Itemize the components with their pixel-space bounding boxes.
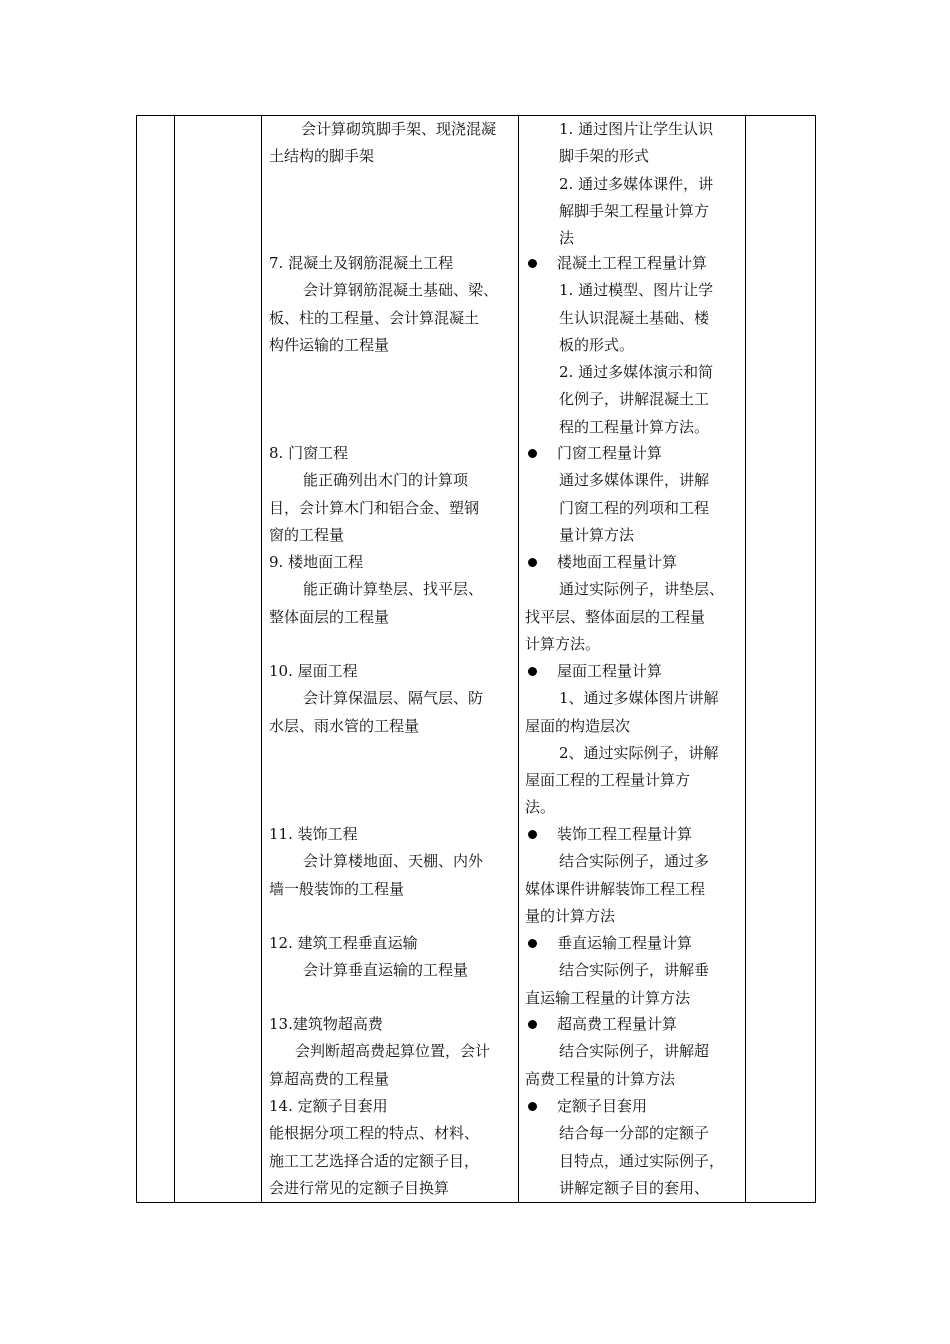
section-title: 楼地面工程量计算 xyxy=(557,553,678,571)
left-section-7: 7. 混凝土及钢筋混凝土工程 会计算钢筋混凝土基础、梁、 板、柱的工程量、会计算混凝土 构件运输的工程量 xyxy=(269,250,517,359)
left-intro: 会计算砌筑脚手架、现浇混凝 土结构的脚手架 xyxy=(269,120,497,166)
section-title: 屋面工程量计算 xyxy=(557,662,663,680)
section-title: 9. 楼地面工程 xyxy=(269,553,364,571)
section-title: 12. 建筑工程垂直运输 xyxy=(269,934,418,952)
left-section-12: 12. 建筑工程垂直运输 会计算垂直运输的工程量 xyxy=(269,930,517,985)
right-section-9: 楼地面工程量计算 通过实际例子，讲垫层、 找平层、整体面层的工程量 计算方法。 xyxy=(525,553,725,653)
bullet-icon xyxy=(528,1102,537,1111)
section-title: 超高费工程量计算 xyxy=(557,1015,678,1033)
right-section-8: 门窗工程量计算 通过多媒体课件，讲解 门窗工程的列项和工程 量计算方法 xyxy=(525,440,747,549)
section-title: 门窗工程量计算 xyxy=(557,444,663,462)
section-title: 装饰工程工程量计算 xyxy=(557,825,693,843)
section-title: 垂直运输工程量计算 xyxy=(557,934,693,952)
left-section-11: 11. 装饰工程 会计算楼地面、天棚、内外 墙一般装饰的工程量 xyxy=(269,821,517,903)
section-title: 14. 定额子目套用 xyxy=(269,1097,388,1115)
section-title: 混凝土工程工程量计算 xyxy=(557,254,708,272)
column-divider xyxy=(174,116,175,1202)
left-section-14: 14. 定额子目套用 能根据分项工程的特点、材料、 施工工艺选择合适的定额子目， 会进行常见的定额子目换算 xyxy=(269,1093,517,1202)
bullet-icon xyxy=(528,558,537,567)
right-intro: 1. 通过图片让学生认识 脚手架的形式 2. 通过多媒体课件，讲 解脚手架工程量计算方 法 xyxy=(559,120,714,248)
column-divider xyxy=(518,116,519,1202)
section-title: 10. 屋面工程 xyxy=(269,662,358,680)
section-title: 7. 混凝土及钢筋混凝土工程 xyxy=(269,254,454,272)
right-section-13: 超高费工程量计算 结合实际例子，讲解超 高费工程量的计算方法 xyxy=(525,1015,710,1088)
section-title: 11. 装饰工程 xyxy=(269,825,358,843)
section-title: 定额子目套用 xyxy=(557,1097,648,1115)
bullet-icon xyxy=(528,1020,537,1029)
right-section-11: 装饰工程工程量计算 结合实际例子，通过多 媒体课件讲解装饰工程工程 量的计算方法 xyxy=(525,825,710,925)
section-title: 8. 门窗工程 xyxy=(269,444,349,462)
left-section-8: 8. 门窗工程 能正确列出木门的计算项 目，会计算木门和铝合金、塑钢 窗的工程量 xyxy=(269,440,517,549)
right-section-14: 定额子目套用 结合每一分部的定额子 目特点，通过实际例子， 讲解定额子目的套用、 xyxy=(525,1093,747,1202)
bullet-icon xyxy=(528,830,537,839)
left-section-9: 9. 楼地面工程 能正确计算垫层、找平层、 整体面层的工程量 xyxy=(269,549,517,631)
right-section-12: 垂直运输工程量计算 结合实际例子，讲解垂 直运输工程量的计算方法 xyxy=(525,934,710,1007)
left-section-13: 13.建筑物超高费 会判断超高费起算位置，会计 算超高费的工程量 xyxy=(269,1011,517,1093)
bullet-icon xyxy=(528,449,537,458)
right-section-7: 混凝土工程工程量计算 1. 通过模型、图片让学 生认识混凝土基础、楼 板的形式。 2. 通过多媒体演示和简 化例子，讲解混凝土工 程的工程量计算方法。 xyxy=(525,250,747,441)
curriculum-table xyxy=(136,115,816,1203)
column-divider xyxy=(261,116,262,1202)
bullet-icon xyxy=(528,667,537,676)
bullet-icon xyxy=(528,939,537,948)
left-section-10: 10. 屋面工程 会计算保温层、隔气层、防 水层、雨水管的工程量 xyxy=(269,658,517,740)
bullet-icon xyxy=(528,259,537,268)
section-title: 13.建筑物超高费 xyxy=(269,1015,383,1033)
right-section-10: 屋面工程量计算 1、通过多媒体图片讲解 屋面的构造层次 2、通过实际例子，讲解 屋面工程的工程量计算方 法。 xyxy=(525,662,719,817)
